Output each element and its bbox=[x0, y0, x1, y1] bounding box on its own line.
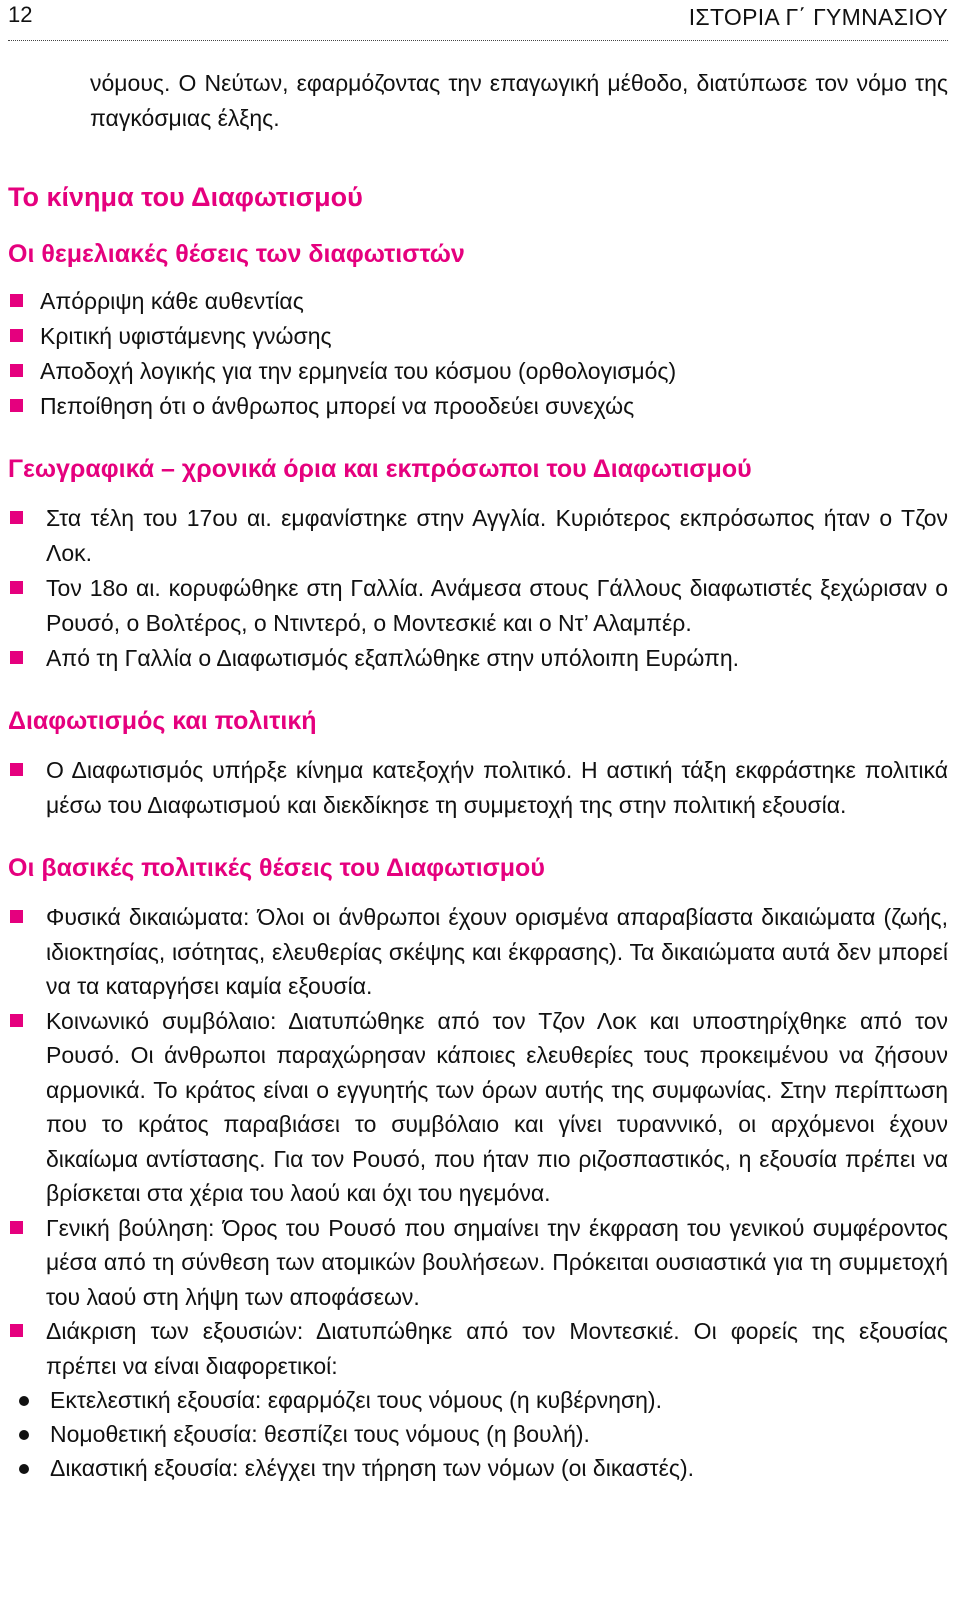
subsection-title-political-positions: Οι βασικές πολιτικές θέσεις του Διαφωτισμού bbox=[8, 854, 545, 882]
list-item: Από τη Γαλλία ο Διαφωτισμός εξαπλώθηκε στην υπόλοιπη Ευρώπη. bbox=[8, 641, 948, 676]
subsection-title-geography: Γεωγραφικά – χρονικά όρια και εκπρόσωποι του Διαφωτισμού bbox=[8, 455, 752, 483]
politics-list bbox=[8, 753, 948, 823]
square-bullet-icon bbox=[10, 399, 23, 412]
foundations-list bbox=[8, 284, 948, 424]
square-bullet-icon bbox=[10, 763, 23, 776]
subsection-title-foundations: Οι θεμελιακές θέσεις των διαφωτιστών bbox=[8, 240, 465, 268]
square-bullet-icon bbox=[10, 329, 23, 342]
dot-bullet-icon bbox=[19, 1396, 29, 1406]
page-number: 12 bbox=[8, 2, 33, 27]
sublist-item: Εκτελεστική εξουσία: εφαρμόζει τους νόμους (η κυβέρνηση). bbox=[8, 1383, 948, 1417]
square-bullet-icon bbox=[10, 364, 23, 377]
continuation-paragraph: νόμους. Ο Νεύτων, εφαρμόζοντας την επαγωγική μέθοδο, διατύπωσε τον νόμο της παγκόσμιας έλξης. bbox=[90, 70, 948, 131]
square-bullet-icon bbox=[10, 1324, 23, 1337]
list-item: Κριτική υφιστάμενης γνώσης bbox=[8, 319, 948, 354]
list-item: Αποδοχή λογικής για την ερμηνεία του κόσμου (ορθολογισμός) bbox=[8, 354, 948, 389]
political-positions-list bbox=[8, 900, 948, 1485]
geography-list bbox=[8, 501, 948, 676]
square-bullet-icon bbox=[10, 1014, 23, 1027]
square-bullet-icon bbox=[10, 1221, 23, 1234]
dot-bullet-icon bbox=[19, 1430, 29, 1440]
list-item: Γενική βούληση: Όρος του Ρουσό που σημαίνει την έκφραση του γενικού συμφέροντος μέσα από τη σύνθεση των ατομικών βουλήσεων. Πρόκειται ουσιαστικά για τη συμμετοχή του λαού στη λήψη των αποφάσεων. bbox=[8, 1211, 948, 1315]
list-item: Ο Διαφωτισμός υπήρξε κίνημα κατεξοχήν πολιτικό. Η αστική τάξη εκφράστηκε πολιτικά μέσω του Διαφωτισμού και διεκδίκησε τη συμμετοχή της στην πολιτική εξουσία. bbox=[8, 753, 948, 823]
square-bullet-icon bbox=[10, 910, 23, 923]
page-content bbox=[8, 66, 948, 1485]
list-item: Φυσικά δικαιώματα: Όλοι οι άνθρωποι έχουν ορισμένα απαραβίαστα δικαιώματα (ζωής, ιδιοκτησίας, ισότητας, ελευθερίας σκέψης και έκφρασης). Τα δικαιώματα αυτά δεν μπορεί να τα καταργήσει καμία εξουσία. bbox=[8, 900, 948, 1004]
square-bullet-icon bbox=[10, 511, 23, 524]
list-item: Απόρριψη κάθε αυθεντίας bbox=[8, 284, 948, 319]
list-item: Διάκριση των εξουσιών: Διατυπώθηκε από τον Μοντεσκιέ. Οι φορείς της εξουσίας πρέπει να είναι διαφορετικοί: Εκτελεστική εξουσία: εφαρμόζει τους νόμους (η κυβέρνηση). Νομοθετική εξουσία: θεσπίζει τους νόμους (η βουλή). Δικαστική εξουσία: ελέγχει την τήρηση των νόμων (οι δικαστές). bbox=[8, 1314, 948, 1485]
page-header bbox=[8, 0, 948, 41]
list-item: Τον 18ο αι. κορυφώθηκε στη Γαλλία. Ανάμεσα στους Γάλλους διαφωτιστές ξεχώρισαν ο Ρουσό, ο Βολτέρος, ο Ντιντερό, ο Μοντεσκιέ και ο Ντ’ Αλαμπέρ. bbox=[8, 571, 948, 641]
list-item: Κοινωνικό συμβόλαιο: Διατυπώθηκε από τον Τζον Λοκ και υποστηρίχθηκε από τον Ρουσό. Οι άνθρωποι παραχώρησαν κάποιες ελευθερίες τους προκειμένου να ζήσουν αρμονικά. Το κράτος είναι ο εγγυητής των όρων αυτής της συμφωνίας. Στην περίπτωση που το κράτος παραβιάσει το συμβόλαιο και γίνει τυραννικό, οι αρχόμενοι έχουν δικαίωμα αντίστασης. Για τον Ρουσό, που ήταν πιο ριζοσπαστικός, η εξουσία πρέπει να βρίσκεται στα χέρια του λαού και όχι του ηγεμόνα. bbox=[8, 1004, 948, 1211]
powers-sublist bbox=[8, 1383, 948, 1485]
sublist-item: Δικαστική εξουσία: ελέγχει την τήρηση των νόμων (οι δικαστές). bbox=[8, 1451, 948, 1485]
list-item: Πεποίθηση ότι ο άνθρωπος μπορεί να προοδεύει συνεχώς bbox=[8, 389, 948, 424]
subsection-title-politics: Διαφωτισμός και πολιτική bbox=[8, 707, 317, 735]
running-title: ΙΣΤΟΡΙΑ Γ΄ ΓΥΜΝΑΣΙΟΥ bbox=[688, 4, 948, 30]
list-item: Στα τέλη του 17ου αι. εμφανίστηκε στην Αγγλία. Κυριότερος εκπρόσωπος ήταν ο Τζον Λοκ. bbox=[8, 501, 948, 571]
section-title: Το κίνημα του Διαφωτισμού bbox=[8, 182, 363, 212]
sublist-item: Νομοθετική εξουσία: θεσπίζει τους νόμους (η βουλή). bbox=[8, 1417, 948, 1451]
square-bullet-icon bbox=[10, 651, 23, 664]
square-bullet-icon bbox=[10, 581, 23, 594]
dot-bullet-icon bbox=[19, 1464, 29, 1474]
square-bullet-icon bbox=[10, 294, 23, 307]
